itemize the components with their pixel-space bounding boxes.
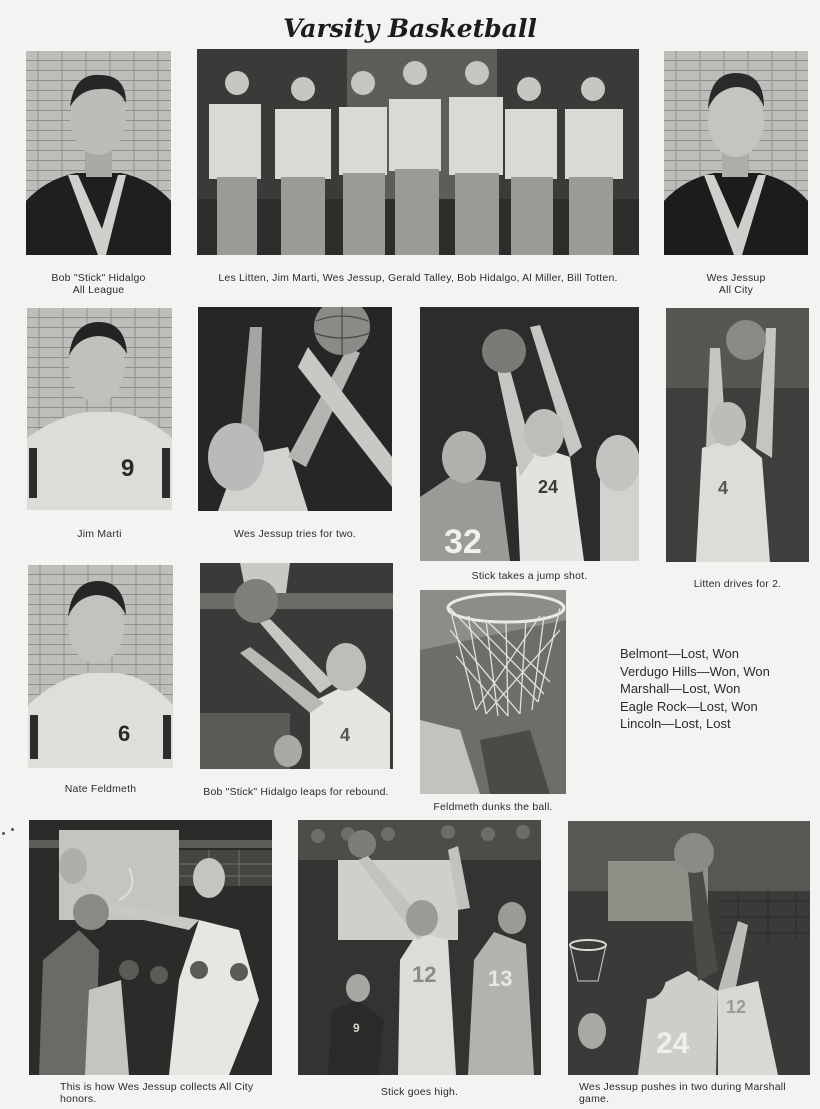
caption-jessup-portrait: Wes Jessup All City xyxy=(706,272,766,296)
photo-litten-drives xyxy=(666,308,809,562)
caption-marti: Jim Marti xyxy=(77,528,122,540)
jersey-number: 32 xyxy=(444,523,482,561)
jersey-number: 24 xyxy=(656,1027,690,1060)
photo-stick-high xyxy=(298,820,541,1075)
photo-team xyxy=(197,49,639,255)
print-speck xyxy=(11,828,14,831)
jersey-number: 6 xyxy=(118,721,131,746)
season-results xyxy=(620,645,770,733)
jersey-number: 12 xyxy=(412,962,437,987)
result-line: Eagle Rock—Lost, Won xyxy=(620,698,758,714)
jersey-number: 13 xyxy=(488,966,513,991)
caption-hidalgo-leaps: Bob "Stick" Hidalgo leaps for rebound. xyxy=(203,786,389,798)
jersey-number: 24 xyxy=(538,477,559,497)
photo-stick-jump xyxy=(420,307,639,561)
photo-jessup-collects xyxy=(29,820,272,1075)
jersey-number: 4 xyxy=(718,478,729,498)
photo-feldmeth-dunks xyxy=(420,590,566,794)
photo-hidalgo-portrait xyxy=(26,51,171,255)
photo-feldmeth xyxy=(28,565,173,768)
jersey-number: 9 xyxy=(353,1021,360,1035)
photo-hidalgo-leaps xyxy=(200,563,393,769)
caption-hidalgo-portrait: Bob "Stick" Hidalgo All League xyxy=(51,272,146,296)
jersey-number: 4 xyxy=(340,725,351,745)
caption-jessup-collects: This is how Wes Jessup collects All City honors. xyxy=(60,1081,254,1105)
caption-feldmeth: Nate Feldmeth xyxy=(64,783,137,795)
caption-litten-drives: Litten drives for 2. xyxy=(693,578,782,590)
jersey-number: 12 xyxy=(726,997,747,1017)
caption-stick-high: Stick goes high. xyxy=(380,1086,459,1098)
caption-jessup-tries: Wes Jessup tries for two. xyxy=(233,528,357,540)
photo-jessup-portrait xyxy=(664,51,808,255)
page-title: Varsity Basketball xyxy=(283,14,537,43)
print-speck xyxy=(2,832,5,835)
photo-jessup-pushes xyxy=(568,821,810,1075)
photo-marti xyxy=(27,308,172,510)
jersey-number: 9 xyxy=(121,455,135,482)
caption-team: Les Litten, Jim Marti, Wes Jessup, Gerald Talley, Bob Hidalgo, Al Miller, Bill Totten. xyxy=(218,272,618,284)
caption-jessup-pushes: Wes Jessup pushes in two during Marshall game. xyxy=(579,1081,786,1105)
result-line: Verdugo Hills—Won, Won xyxy=(620,663,770,679)
photo-jessup-tries xyxy=(198,307,392,511)
result-line: Lincoln—Lost, Lost xyxy=(620,716,731,731)
result-line: Belmont—Lost, Won xyxy=(620,646,739,661)
result-line: Marshall—Lost, Won xyxy=(620,681,741,696)
caption-feldmeth-dunks: Feldmeth dunks the ball. xyxy=(433,801,553,813)
caption-stick-jump: Stick takes a jump shot. xyxy=(471,570,588,582)
